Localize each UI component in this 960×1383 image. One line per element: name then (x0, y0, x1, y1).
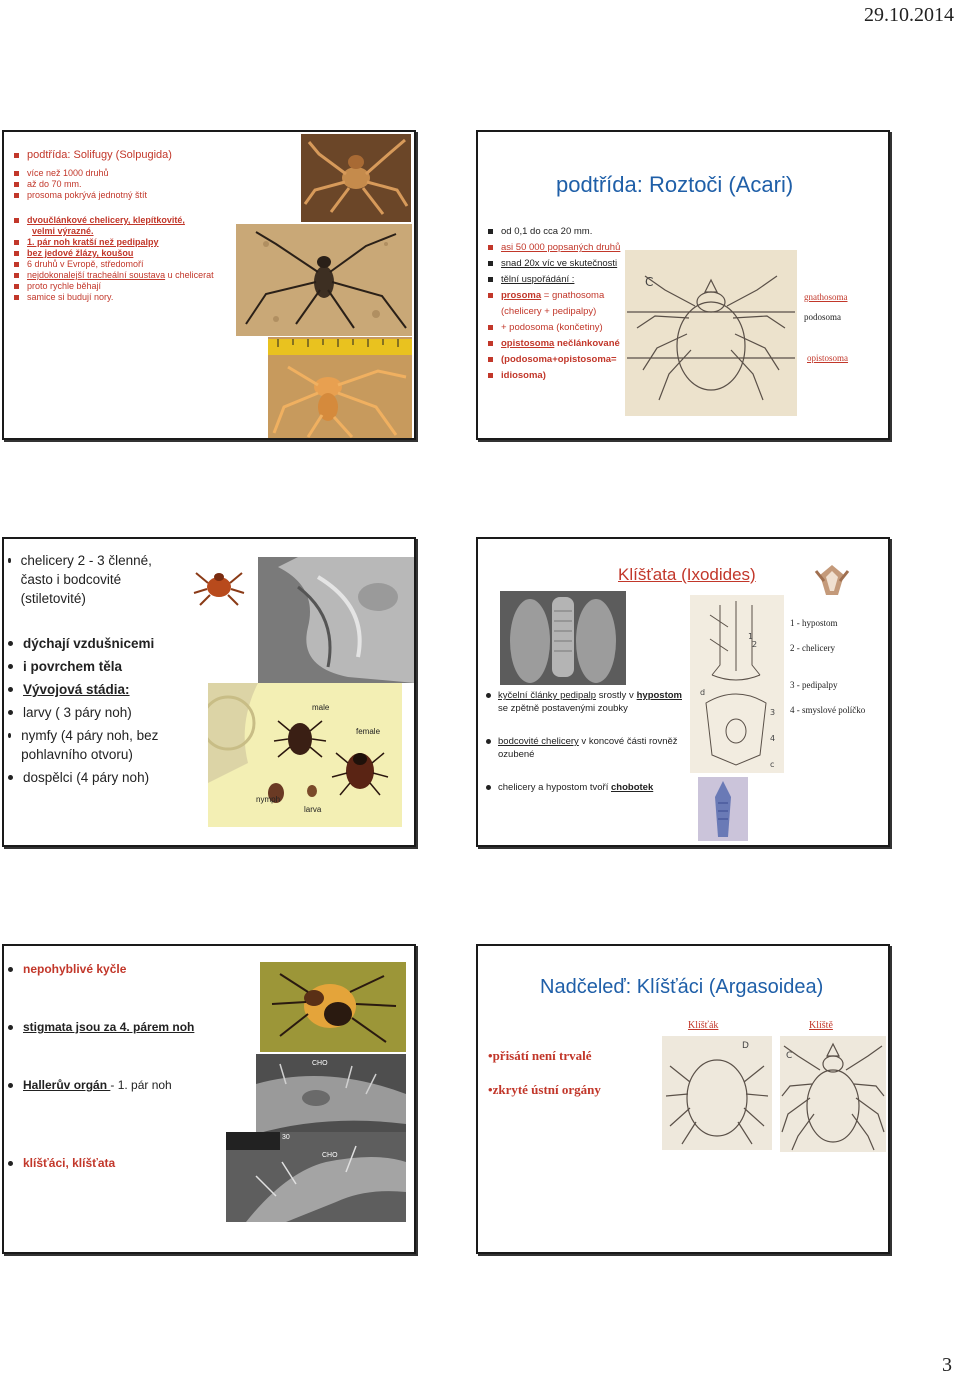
mark: 1 (748, 632, 754, 641)
tick-stages-photo (208, 683, 402, 827)
label-larva: larva (304, 805, 322, 814)
list-item: stigmata jsou za 4. párem noh (8, 1020, 238, 1034)
list-item: Hallerův orgán - 1. pár noh (8, 1078, 238, 1092)
slide-heading: podtřída: Solifugy (Solpugida) (14, 148, 244, 162)
label-opistosoma: opistosoma (807, 353, 849, 363)
slide-title: Klíšťata (Ixodides) (618, 565, 756, 584)
argasid-diagram (662, 1036, 772, 1150)
slide-text (486, 689, 682, 794)
slide-text (8, 962, 238, 1170)
hypostome-stained-photo (698, 777, 748, 841)
list-item: nepohyblivé kyčle (8, 962, 238, 976)
list-item: opistosoma nečlánkované (488, 336, 638, 352)
list-item: 6 druhů v Evropě, středomoří (14, 259, 244, 270)
sem-chelicera-photo (258, 557, 416, 683)
column-label: Klíšťák (688, 1020, 719, 1031)
list-item: dýchají vzdušnicemi (8, 634, 178, 653)
slide-tick-development (2, 537, 416, 847)
sem-label: 30 (282, 1134, 290, 1141)
diagram-letter: C (645, 275, 654, 289)
list-item: nymfy (4 páry noh, bez pohlavního otvoru) (8, 726, 178, 764)
slide-acari (476, 130, 890, 440)
legend-item: 3 - pedipalpy (790, 680, 838, 690)
list-item: (podosoma+opistosoma= (488, 352, 638, 368)
list-item: larvy ( 3 páry noh) (8, 703, 178, 722)
list-item: velmi výrazné. (32, 226, 94, 236)
list-item: prosoma = gnathosoma (488, 288, 638, 304)
list-item: Vývojová stádia: (8, 680, 178, 699)
column-label: Klíště (809, 1020, 833, 1031)
list-item: (chelicery + pedipalpy) (501, 306, 597, 317)
ixodid-diagram (780, 1036, 886, 1152)
label-nymph: nymph (256, 795, 281, 804)
sem-label: CHO (312, 1060, 328, 1067)
list-item: od 0,1 do cca 20 mm. (488, 224, 638, 240)
list-item: prosoma pokrývá jednotný štít (14, 190, 244, 201)
solifuge-photo-bottom (268, 337, 412, 438)
solifuge-photo-middle (236, 224, 412, 336)
point: •zkryté ústní orgány (488, 1082, 601, 1097)
mark: 3 (770, 708, 776, 717)
label-male: male (312, 703, 330, 712)
legend-item: 1 - hypostom (790, 618, 838, 628)
list-item: samice si budují nory. (14, 292, 244, 303)
sem-haller-organ-photo (256, 1054, 406, 1144)
sem-leg-photo (226, 1132, 406, 1222)
tick-engorged-photo (260, 962, 406, 1052)
slide-text (14, 148, 244, 303)
list-item: bodcovité chelicery v koncové části rovněž ozubené (486, 735, 682, 761)
mite-diagram (625, 250, 797, 416)
point: •přisátí není trvalé (488, 1048, 592, 1063)
mark: 2 (752, 640, 758, 649)
page-number: 3 (942, 1354, 952, 1376)
list-item: + podosoma (končetiny) (488, 320, 638, 336)
list-item: nejdokonalejší tracheální soustava u chelicerat (14, 270, 244, 281)
slide-text (8, 551, 178, 787)
slide-tick-features (2, 944, 416, 1254)
list-item: více než 1000 druhů (14, 168, 244, 179)
diagram-letter: C (786, 1051, 793, 1061)
list-item: proto rychle běhají (14, 281, 244, 292)
mark: d (700, 688, 706, 697)
list-item: klíšťáci, klíšťata (8, 1156, 238, 1170)
list-item: dospělci (4 páry noh) (8, 768, 178, 787)
list-item: kyčelní články pedipalp srostly v hypostom se zpětně postavenými zoubky (486, 689, 682, 715)
diagram-letter: D (742, 1041, 749, 1051)
slide-argasoidea (476, 944, 890, 1254)
slide-title: Nadčeleď: Klíšťáci (Argasoidea) (540, 976, 824, 998)
mark: c (770, 760, 775, 769)
list-item: až do 70 mm. (14, 179, 244, 190)
list-item: snad 20x víc ve skutečnosti (488, 256, 638, 272)
list-item: idiosoma) (488, 368, 638, 384)
list-item: tělní uspořádání : (488, 272, 638, 288)
header-date: 29.10.2014 (864, 4, 954, 26)
list-item: 1. pár noh kratší než pedipalpy (14, 237, 244, 248)
slide-title: podtřída: Roztoči (Acari) (556, 172, 794, 197)
list-item: i povrchem těla (8, 657, 178, 676)
mark: 4 (770, 734, 776, 743)
list-item: asi 50 000 popsaných druhů (488, 240, 638, 256)
sem-mouthparts-photo (500, 591, 626, 685)
slide-text (488, 224, 638, 384)
legend-item: 4 - smyslové políčko (790, 705, 866, 715)
label-podosoma: podosoma (804, 312, 841, 322)
list-item: chelicery a hypostom tvoří chobotek (486, 781, 682, 794)
label-female: female (356, 727, 381, 736)
solifuge-photo-top (301, 134, 411, 222)
list-item: dvoučlánkové chelicery, klepítkovité, (14, 215, 244, 226)
list-item: bez jedové žlázy, koušou (14, 248, 244, 259)
tick-photo-small (190, 563, 248, 607)
legend (790, 617, 865, 716)
slide-ixodides (476, 537, 890, 847)
capitulum-diagram (690, 595, 784, 773)
sem-label: CHO (322, 1152, 338, 1159)
label-gnathosoma: gnathosoma (804, 292, 848, 302)
legend-item: 2 - chelicery (790, 643, 835, 653)
slide-solifugy (2, 130, 416, 440)
tick-head-photo (808, 561, 856, 601)
list-item: chelicery 2 - 3 členné, často i bodcovité (stiletovité) (8, 551, 178, 608)
